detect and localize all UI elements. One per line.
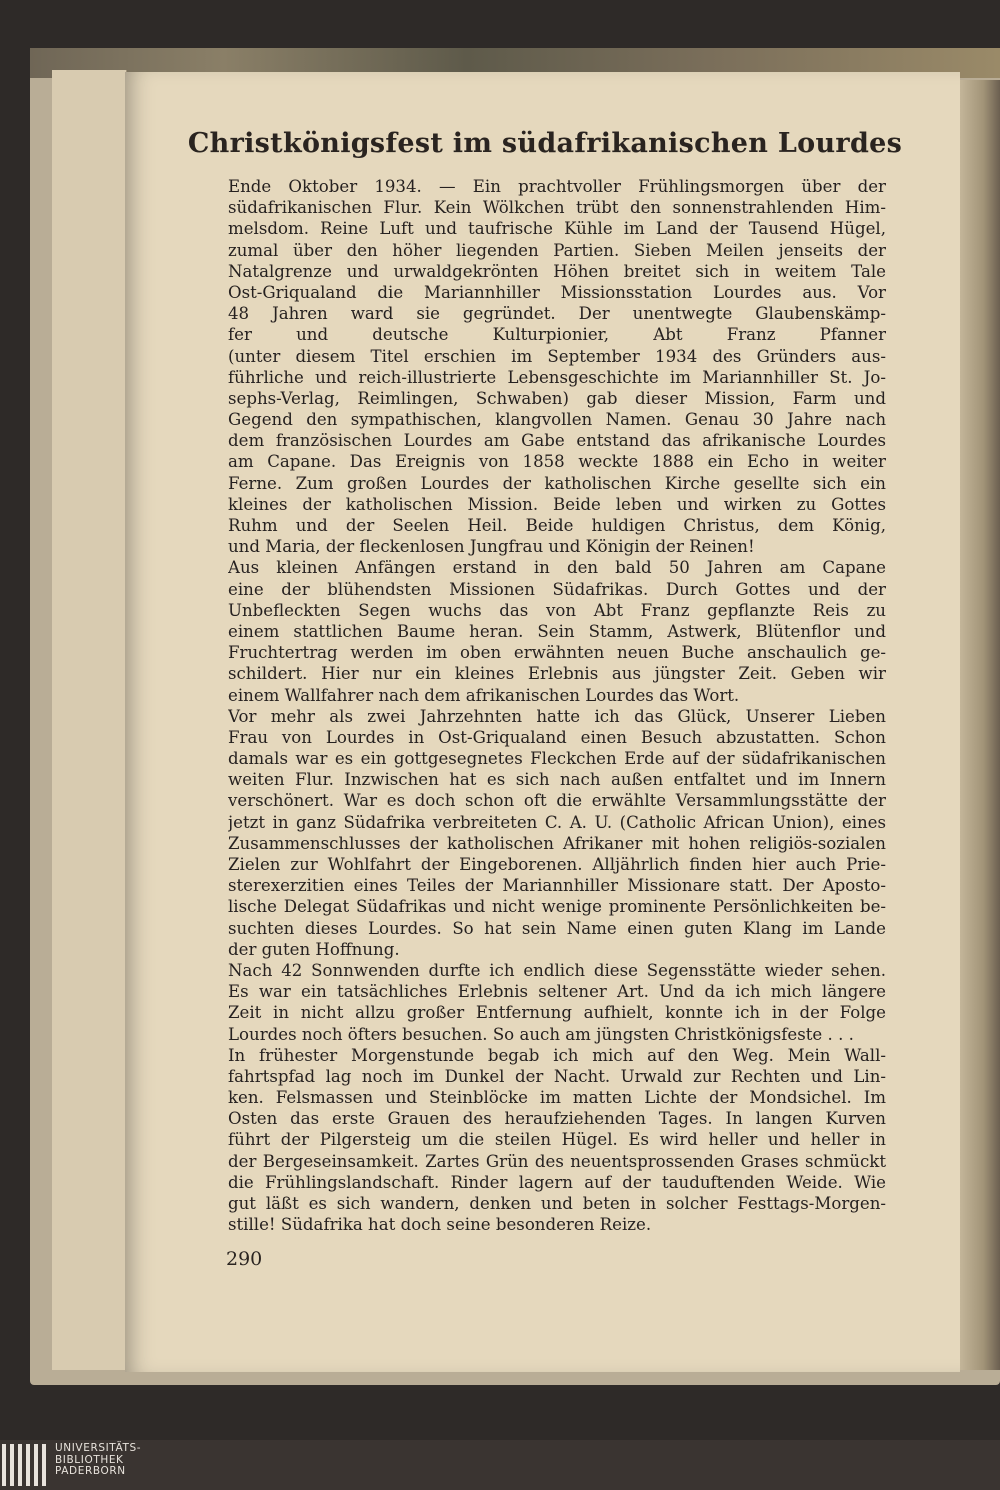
text-line: (unter diesem Titel erschien im September 1934 des Gründers aus- xyxy=(228,346,886,366)
text-line: Aus kleinen Anfängen erstand in den bald 50 Jahren am Capane xyxy=(228,558,886,578)
text-line: suchten dieses Lourdes. So hat sein Name einen guten Klang im Lande xyxy=(228,918,886,938)
text-line: gut läßt es sich wandern, denken und beten in solcher Festtags-Morgen- xyxy=(228,1194,886,1213)
library-name-line: BIBLIOTHEK xyxy=(55,1453,124,1466)
text-line: dem französischen Lourdes am Gabe entstand das afrikanische Lourdes xyxy=(228,431,886,451)
text-line: der Bergeseinsamkeit. Zartes Grün des neuentsprossenden Grases schmückt xyxy=(228,1151,886,1171)
text-line: schildert. Hier nur ein kleines Erlebnis aus jüngster Zeit. Geben wir xyxy=(228,664,886,684)
text-line: südafrikanischen Flur. Kein Wölkchen trübt den sonnenstrahlenden Him- xyxy=(228,198,886,218)
text-line: Gegend den sympathischen, klangvollen Namen. Genau 30 Jahre nach xyxy=(228,410,886,430)
text-line: Ende Oktober 1934. — Ein prachtvoller Frühlingsmorgen über der xyxy=(228,177,886,196)
text-line: einem Wallfahrer nach dem afrikanischen Lourdes das Wort. xyxy=(228,685,740,705)
text-line: ken. Felsmassen und Steinblöcke im matten Lichte der Mondsichel. Im xyxy=(228,1088,886,1108)
text-line: der guten Hoffnung. xyxy=(228,939,400,959)
text-line: führliche und reich-illustrierte Lebensgeschichte im Mariannhiller St. Jo- xyxy=(228,367,886,387)
text-line: die Frühlingslandschaft. Rinder lagern auf der tauduftenden Weide. Wie xyxy=(228,1172,886,1192)
text-line: am Capane. Das Ereignis von 1858 weckte 1888 ein Echo in weiter xyxy=(228,452,886,472)
text-line: sephs-Verlag, Reimlingen, Schwaben) gab dieser Mission, Farm und xyxy=(228,388,886,408)
text-line: lische Delegat Südafrikas und nicht wenige prominente Persönlichkeiten be- xyxy=(228,897,886,917)
facing-page-edge xyxy=(958,80,1000,1370)
text-line: weiten Flur. Inzwischen hat es sich nach außen entfaltet und im Innern xyxy=(228,770,886,790)
text-line: Natalgrenze und urwaldgekrönten Höhen breitet sich in weitem Tale xyxy=(228,261,886,281)
text-line: zumal über den höher liegenden Partien. Sieben Meilen jenseits der xyxy=(228,240,886,260)
article-title: Christkönigsfest im südafrikanischen Lourdes xyxy=(187,128,903,159)
text-line: Fruchtertrag werden im oben erwähnten neuen Buche anschaulich ge- xyxy=(228,643,886,663)
text-line: Lourdes noch öfters besuchen. So auch am jüngsten Christkönigsfeste . . . xyxy=(228,1024,854,1044)
text-line: fahrtspfad lag noch im Dunkel der Nacht. Urwald zur Rechten und Lin- xyxy=(228,1066,886,1086)
library-logo-icon xyxy=(2,1444,48,1486)
text-line: damals war es ein gottgesegnetes Fleckchen Erde auf der südafrikanischen xyxy=(228,749,886,769)
text-line: verschönert. War es doch schon oft die erwählte Versammlungsstätte der xyxy=(228,791,886,811)
page-stack-edge xyxy=(52,70,73,1370)
library-name-line: PADERBORN xyxy=(55,1465,126,1477)
text-line: jetzt in ganz Südafrika verbreiteten C. A. U. (Catholic African Union), eines xyxy=(228,812,886,832)
text-line: sterexerzitien eines Teiles der Mariannhiller Missionare statt. Der Aposto- xyxy=(228,876,886,896)
text-line: Ferne. Zum großen Lourdes der katholischen Kirche gesellte sich ein xyxy=(228,473,886,493)
library-name xyxy=(55,1443,255,1478)
text-line: führt der Pilgersteig um die steilen Hügel. Es wird heller und heller in xyxy=(228,1130,886,1150)
page-stack-edge xyxy=(90,70,107,1370)
text-line: Osten das erste Grauen des heraufziehenden Tages. In langen Kurven xyxy=(228,1109,886,1129)
library-name-line: UNIVERSITÄTS- xyxy=(55,1442,142,1454)
text-line: Zielen zur Wohlfahrt der Eingeborenen. Alljährlich finden hier auch Prie- xyxy=(228,855,886,874)
text-line: fer und deutsche Kulturpionier, Abt Franz Pfanner xyxy=(228,325,886,345)
text-line: Zeit in nicht allzu großer Entfernung aufhielt, konnte ich in der Folge xyxy=(228,1003,886,1023)
text-line: 48 Jahren ward sie gegründet. Der unentwegte Glaubenskämp- xyxy=(228,304,886,324)
text-line: stille! Südafrika hat doch seine besonderen Reize. xyxy=(228,1215,652,1235)
text-line: Vor mehr als zwei Jahrzehnten hatte ich das Glück, Unserer Lieben xyxy=(228,706,886,726)
text-line: einem stattlichen Baume heran. Sein Stamm, Astwerk, Blütenflor und xyxy=(228,621,886,641)
text-line: Unbefleckten Segen wuchs das von Abt Franz gepflanzte Reis zu xyxy=(228,600,886,620)
text-line: eine der blühendsten Missionen Südafrikas. Durch Gottes und der xyxy=(228,579,886,599)
page-stack-edge xyxy=(72,70,91,1370)
text-line: Ost-Griqualand die Mariannhiller Missionsstation Lourdes aus. Vor xyxy=(228,282,886,302)
text-line: In frühester Morgenstunde begab ich mich auf den Weg. Mein Wall- xyxy=(228,1045,886,1065)
text-line: kleines der katholischen Mission. Beide leben und wirken zu Gottes xyxy=(228,494,886,514)
article-body xyxy=(228,176,886,1235)
page-stack-edge xyxy=(106,70,127,1370)
page-number: 290 xyxy=(226,1248,263,1270)
text-line: Ruhm und der Seelen Heil. Beide huldigen Christus, dem König, xyxy=(228,516,886,535)
text-line: Zusammenschlusses der katholischen Afrikaner mit hohen religiös-sozialen xyxy=(228,833,886,853)
text-line: Es war ein tatsächliches Erlebnis seltener Art. Und da ich mich längere xyxy=(228,982,886,1002)
text-line: Nach 42 Sonnwenden durfte ich endlich diese Segensstätte wieder sehen. xyxy=(228,960,886,980)
text-line: Frau von Lourdes in Ost-Griqualand einen Besuch abzustatten. Schon xyxy=(228,727,886,747)
text-line: melsdom. Reine Luft und taufrische Kühle im Land der Tausend Hügel, xyxy=(228,219,886,239)
text-line: und Maria, der fleckenlosen Jungfrau und Königin der Reinen! xyxy=(228,537,755,557)
